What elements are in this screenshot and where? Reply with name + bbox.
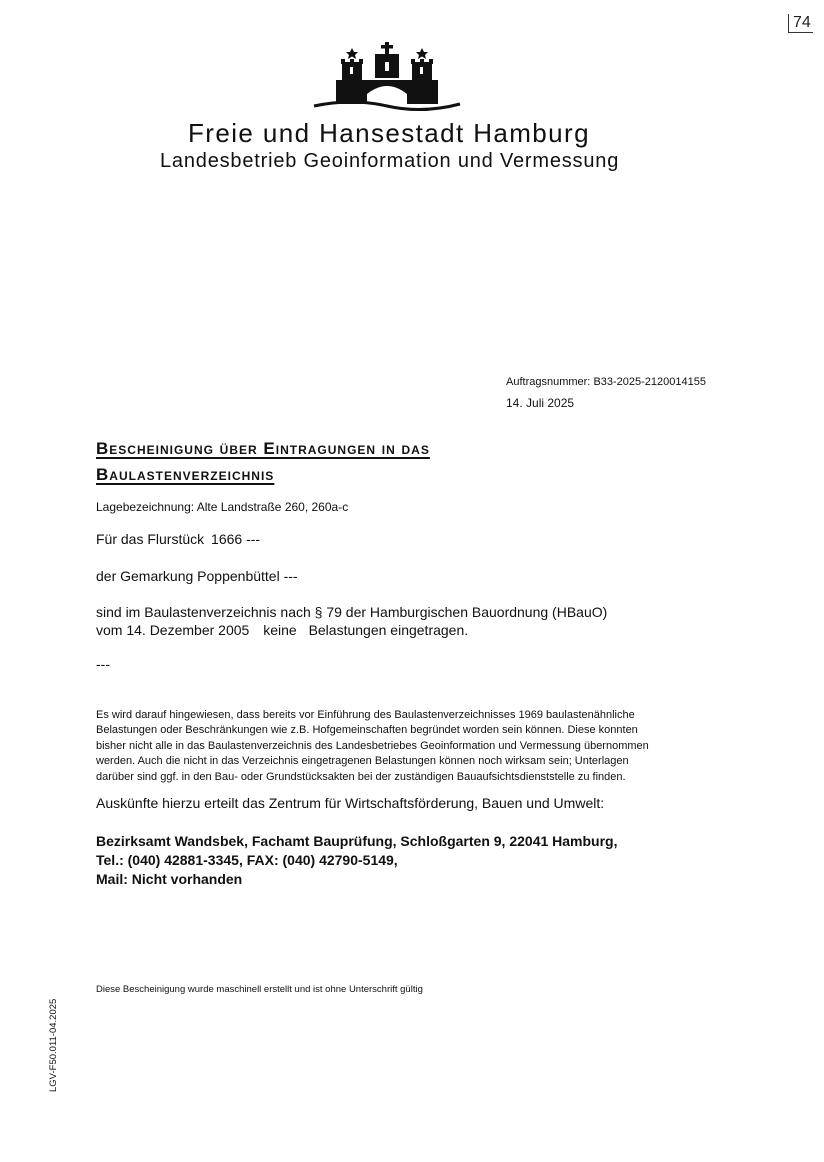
separator: --- xyxy=(96,656,110,672)
district-value: Poppenbüttel --- xyxy=(197,568,298,584)
contact-intro: Auskünfte hierzu erteilt das Zentrum für Wirtschaftsförderung, Bauen und Umwelt: xyxy=(96,795,605,811)
notice-line: werden. Auch die nicht in das Verzeichnis eingetragenen Belastungen können noch wirksam sein; Unterlagen xyxy=(96,755,629,768)
statement xyxy=(96,603,607,639)
location-label: Lagebezeichnung: xyxy=(96,500,195,514)
statement-tail: Belastungen eingetragen. xyxy=(308,622,469,638)
notice-line: darüber sind ggf. in den Bau- oder Grundstücksakten bei der zuständigen Bauaufsichtsdienststelle zu finden. xyxy=(96,770,626,783)
title-line-2: Baulastenverzeichnis xyxy=(96,465,275,484)
notice-paragraph xyxy=(96,708,736,785)
page-number: 74 xyxy=(788,14,813,33)
title-line-1: Bescheinigung über Eintragungen in das xyxy=(96,439,430,458)
location-value: Alte Landstraße 260, 260a-c xyxy=(196,500,349,514)
contact-mail: Mail: Nicht vorhanden xyxy=(96,871,243,887)
footer-note: Diese Bescheinigung wurde maschinell erstellt und ist ohne Unterschrift gültig xyxy=(96,984,423,995)
parcel-label: Für das Flurstück xyxy=(96,531,205,547)
parcel-line xyxy=(96,531,260,547)
order-block xyxy=(506,372,706,414)
location-line xyxy=(96,500,348,514)
notice-line: bisher nicht alle in das Baulastenverzeichnis des Landesbetriebes Geoinformation und Vermessung übernommen xyxy=(96,739,649,752)
statement-result: keine xyxy=(263,622,297,638)
contact-block xyxy=(96,832,618,889)
order-number-line xyxy=(506,372,706,393)
organization-department: Landesbetrieb Geoinformation und Vermessung xyxy=(160,150,620,172)
statement-date: vom 14. Dezember 2005 xyxy=(96,622,250,638)
district-label: der Gemarkung xyxy=(96,568,194,584)
notice-line: Belastungen oder Beschränkungen wie z.B. Hofgemeinschaften begründet worden sein können. Diese konnten xyxy=(96,724,638,737)
district-line xyxy=(96,568,298,584)
statement-line-1: sind im Baulastenverzeichnis nach § 79 der Hamburgischen Bauordnung (HBauO) xyxy=(96,604,608,620)
form-id: LGV-F50.011-04.2025 xyxy=(48,998,59,1092)
parcel-value: 1666 --- xyxy=(211,531,261,547)
order-number-value: B33-2025-2120014155 xyxy=(593,376,706,388)
hamburg-castle-coat-of-arms-icon xyxy=(312,42,462,112)
notice-line: Es wird darauf hingewiesen, dass bereits vor Einführung des Baulastenverzeichnisses 1969 baulastenähnliche xyxy=(96,709,635,721)
organization-name: Freie und Hansestadt Hamburg xyxy=(188,118,590,148)
order-number-label: Auftragsnummer: xyxy=(506,376,591,388)
document-date: 14. Juli 2025 xyxy=(506,396,575,410)
contact-address: Bezirksamt Wandsbek, Fachamt Bauprüfung, Schloßgarten 9, 22041 Hamburg, xyxy=(96,833,618,849)
contact-phone: Tel.: (040) 42881-3345, FAX: (040) 42790-5149, xyxy=(96,852,398,868)
document-title xyxy=(96,436,430,488)
statement-line-2 xyxy=(96,621,607,639)
